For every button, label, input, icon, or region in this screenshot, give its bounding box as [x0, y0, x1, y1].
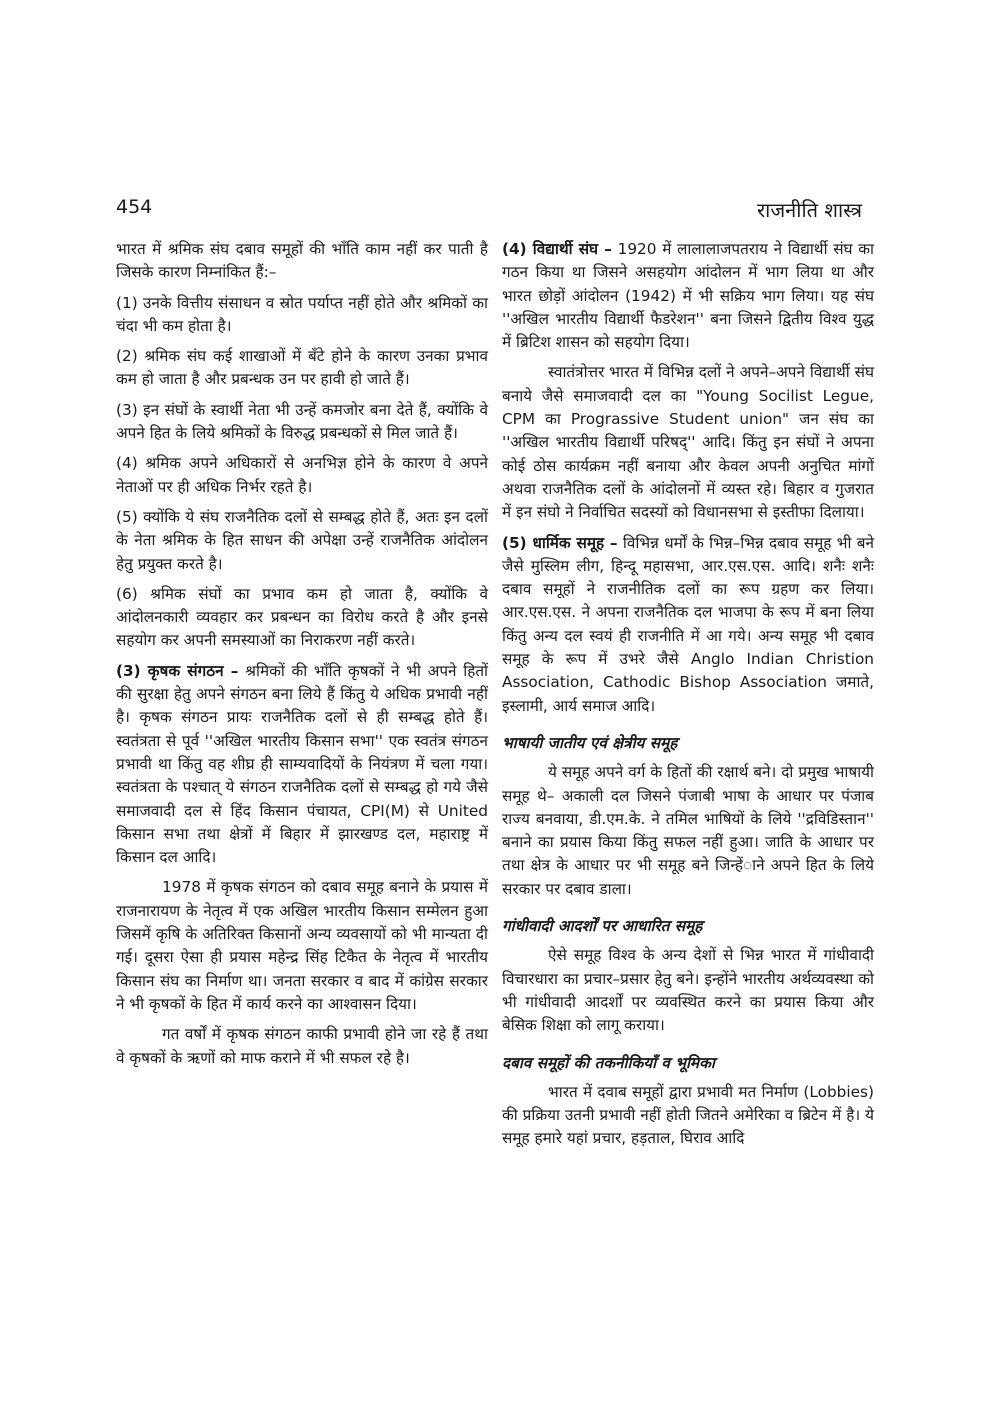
paragraph: (6) श्रमिक संघों का प्रभाव कम हो जाता है, क्योंकि वे आंदोलनकारी व्यवहार कर प्रबन्धन का विरोध करते है और इनसे सहयोग कर अपनी समस्याओं का निराकरण नहीं करते।: [116, 584, 488, 650]
paragraph: [502, 532, 874, 718]
paragraph-text: विभिन्न धर्मों के भिन्न–भिन्न दबाव समूह भी बने जैसे मुस्लिम लीग, हिन्दू महासभा, आर.एस.एस. आदि। शनैः शनैः दबाव समूहों ने राजनीतिक दलों का रूप ग्रहण कर लिया। आर.एस.एस. ने अपना राजनैतिक दल भाजपा के रूप में बना लिया किंतु अन्य दल स्वयं ही राजनीति में आ गये। अन्य समूह भी दबाव समूह के रूप में उभरे जैसे Anglo Indian Christion Association, Cathodic Bishop Association जमाते, इस्लामी, आर्य समाज आदि।: [502, 533, 874, 715]
section-lead: (5) धार्मिक समूह –: [502, 533, 618, 552]
paragraph-text: 1920 में लालालाजपतराय ने विद्यार्थी संघ का गठन किया था जिसने असहयोग आंदोलन में भाग लिया था और भारत छोड़ों आंदोलन (1942) में भी सक्रिय भाग लिया। यह संघ ''अखिल भारतीय विद्यार्थी फैडरेशन'' बना जिसने द्वितीय विश्व युद्ध में ब्रिटिश शासन को सहयोग दिया।: [502, 240, 874, 352]
right-column: [502, 238, 874, 1158]
paragraph: [116, 660, 488, 870]
running-title: राजनीति शास्त्र: [756, 198, 862, 222]
section-lead: (3) कृषक संगठन –: [116, 661, 239, 680]
section-heading: भाषायी जातीय एवं क्षेत्रीय समूह: [502, 733, 678, 752]
paragraph: (1) उनके वित्तीय संसाधन व स्रोत पर्याप्त नहीं होते और श्रमिकों का चंदा भी कम होता है।: [116, 293, 488, 335]
section-lead: (4) विद्यार्थी संघ –: [502, 240, 612, 258]
paragraph: ये समूह अपने वर्ग के हितों की रक्षार्थ बने। दो प्रमुख भाषायी समूह थे– अकाली दल जिसने पंजाबी भाषा के आधार पर पंजाब राज्य बनवाया, डी.एम.के. ने तमिल भाषियों के लिये ''द्रविडिस्तान'' बनाने का प्रयास किया किंतु सफल नहीं हुआ। जाति के आधार पर तथा क्षेत्र के आधार पर भी समूह बने जिन्हेंाने अपने हित के लिये सरकार पर दबाव डाला।: [502, 763, 874, 898]
paragraph: 1978 में कृषक संगठन को दबाव समूह बनाने के प्रयास में राजनारायण के नेतृत्व में एक अखिल भारतीय किसान सम्मेलन हुआ जिसमें कृषि के अतिरिक्त किसानों अन्य व्यवसायों को भी मान्यता दी गई। दूसरा ऐसा ही प्रयास महेन्द्र सिंह टिकैत के नेतृत्व में भारतीय किसान संघ का निर्माण था। जनता सरकार व बाद में कांग्रेस सरकार ने भी कृषकों के हित में कार्य करने का आश्वासन दिया।: [116, 878, 488, 1013]
paragraph-text: श्रमिकों की भाँति कृषकों ने भी अपने हितों की सुरक्षा हेतु अपने संगठन बना लिये हैं किंतु ये अधिक प्रभावी नहीं है। कृषक संगठन प्रायः राजनैतिक दलों से ही सम्बद्ध होते हैं। स्वतंत्रता से पूर्व ''अखिल भारतीय किसान सभा'' एक स्वतंत्र संगठन प्रभावी था किंतु वह शीघ्र ही साम्यवादियों के नियंत्रण में चला गया। स्वतंत्रता के पश्चात् ये संगठन राजनैतिक दलों से सम्बद्ध हो गये जैसे समाजवादी दल से हिंद किसान पंचायत, CPI(M) से United किसान सभा तथा क्षेत्रों में बिहार में झारखण्ड दल, महाराष्ट्र में किसान दल आदि।: [116, 661, 488, 867]
section-heading: दबाव समूहों की तकनीकियाँ व भूमिका: [502, 1053, 715, 1072]
paragraph: स्वातंत्रोत्तर भारत में विभिन्न दलों ने अपने–अपने विद्यार्थी संघ बनाये जैसे समाजवादी दल का "Young Socilist Legue, CPM का Prograssive Student union" जन संघ का ''अखिल भारतीय विद्यार्थी परिषद्'' आदि। किंतु इन संघों ने अपना कोई ठोस कार्यक्रम नहीं बनाया और केवल अपनी अनुचित मांगों अथवा राजनैतिक दलों के आंदोलनों में व्यस्त रहे। बिहार व गुजरात में इन संघो ने निर्वाचित सदस्यों को विधानसभा से इस्तीफा दिलाया।: [502, 363, 874, 522]
paragraph: ऐसे समूह विश्व के अन्य देशों से भिन्न भारत में गांधीवादी विचारधारा का प्रचार–प्रसार हेतु बने। इन्होंने भारतीय अर्थव्यवस्था को भी गांधीवादी आदर्शों पर व्यवस्थित करने का प्रयास किया और बेसिक शिक्षा को लागू कराया।: [502, 946, 874, 1035]
paragraph: (3) इन संघों के स्वार्थी नेता भी उन्हें कमजोर बना देते हैं, क्योंकि वे अपने हित के लिये श्रमिकों के विरुद्ध प्रबन्धकों से मिल जाते हैं।: [116, 400, 488, 443]
paragraph: भारत में श्रमिक संघ दबाव समूहों की भाँति काम नहीं कर पाती है जिसके कारण निम्नांकित हैं:–: [116, 240, 488, 282]
paragraph: (5) क्योंकि ये संघ राजनैतिक दलों से सम्बद्ध होते हैं, अतः इन दलों के नेता श्रमिक के हित साधन की अपेक्षा उन्हें राजनैतिक आंदोलन हेतु प्रयुक्त करते है।: [116, 507, 488, 573]
section-heading: गांधीवादी आदर्शों पर आधारित समूह: [502, 917, 703, 936]
left-column: [116, 238, 488, 1077]
paragraph: (4) श्रमिक अपने अधिकारों से अनभिज्ञ होने के कारण वे अपने नेताओं पर ही अधिक निर्भर रहते है।: [116, 454, 488, 496]
page-number: 454: [116, 196, 153, 218]
paragraph: गत वर्षों में कृषक संगठन काफी प्रभावी होने जा रहे हैं तथा वे कृषकों के ऋणों को माफ कराने में भी सफल रहे है।: [116, 1025, 488, 1067]
paragraph: (2) श्रमिक संघ कई शाखाओं में बँटे होने के कारण उनका प्रभाव कम हो जाता है और प्रबन्धक उन पर हावी हो जाते हैं।: [116, 347, 488, 389]
paragraph: भारत में दवाब समूहों द्वारा प्रभावी मत निर्माण (Lobbies) की प्रक्रिया उतनी प्रभावी नहीं होती जितने अमेरिका व ब्रिटेन में है। ये समूह हमारे यहां प्रचार, हड़ताल, घिराव आदि: [502, 1082, 874, 1148]
paragraph: [502, 238, 874, 354]
